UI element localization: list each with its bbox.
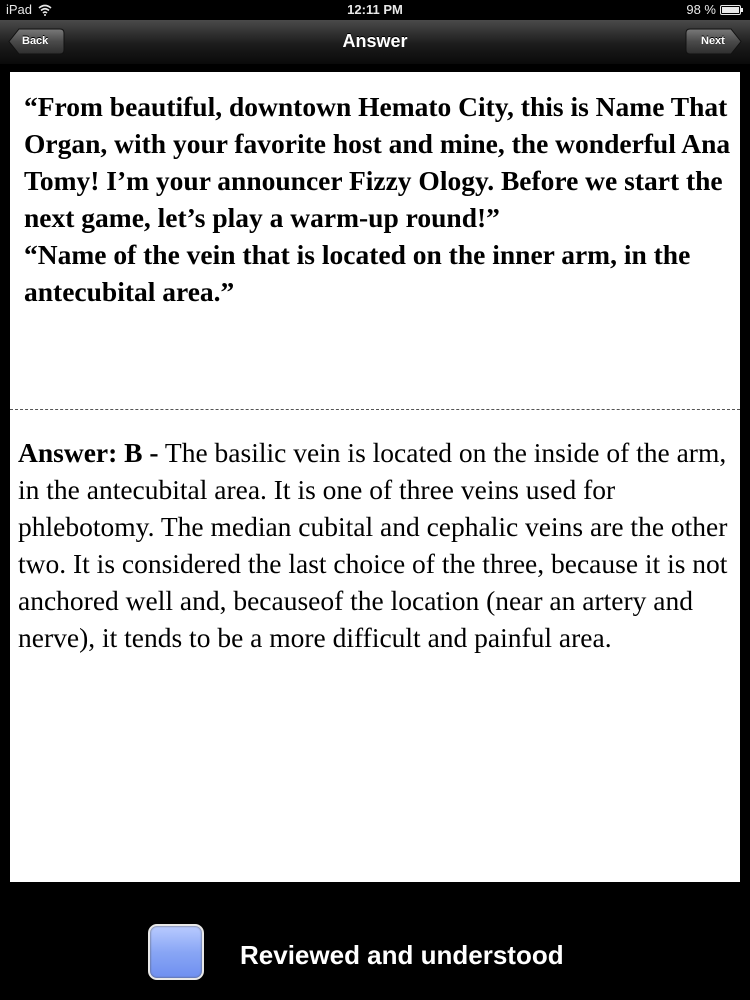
question-text [24, 88, 734, 310]
battery-indicator [686, 2, 744, 17]
reviewed-checkbox[interactable] [148, 924, 204, 980]
answer-label: Answer: B - [18, 437, 159, 468]
question-prompt: “Name of the vein that is located on the inner arm, in the antecubital area.” [24, 239, 691, 307]
navigation-bar [0, 20, 750, 65]
answer-explanation: The basilic vein is located on the inside of the arm, in the antecubital area. It is one of three veins used for phlebotomy. The median cubital and cephalic veins are the other two. It is considered the last choice of the three, because it is not anchored well and, becauseof the location (near an artery and nerve), it tends to be a more difficult and painful area. [18, 437, 728, 653]
carrier-label: iPad [6, 2, 33, 17]
dashed-divider [10, 409, 740, 410]
reviewed-label[interactable]: Reviewed and understood [240, 940, 564, 970]
clock: 12:11 PM [347, 2, 403, 17]
status-bar [0, 0, 750, 20]
answer-text [18, 434, 730, 656]
next-button-label: Next [701, 35, 725, 47]
question-intro: “From beautiful, downtown Hemato City, this is Name That Organ, with your favorite host and mine, the wonderful Ana Tomy! I’m your announcer Fizzy Ology. Before we start the next game, let’s play a warm-up round!” [24, 91, 731, 233]
battery-icon [720, 5, 744, 15]
back-button-label: Back [22, 35, 49, 47]
answer-content-panel [10, 72, 740, 882]
page-title: Answer [342, 31, 408, 51]
next-button[interactable] [685, 28, 742, 55]
battery-percent: 98 % [686, 2, 716, 17]
